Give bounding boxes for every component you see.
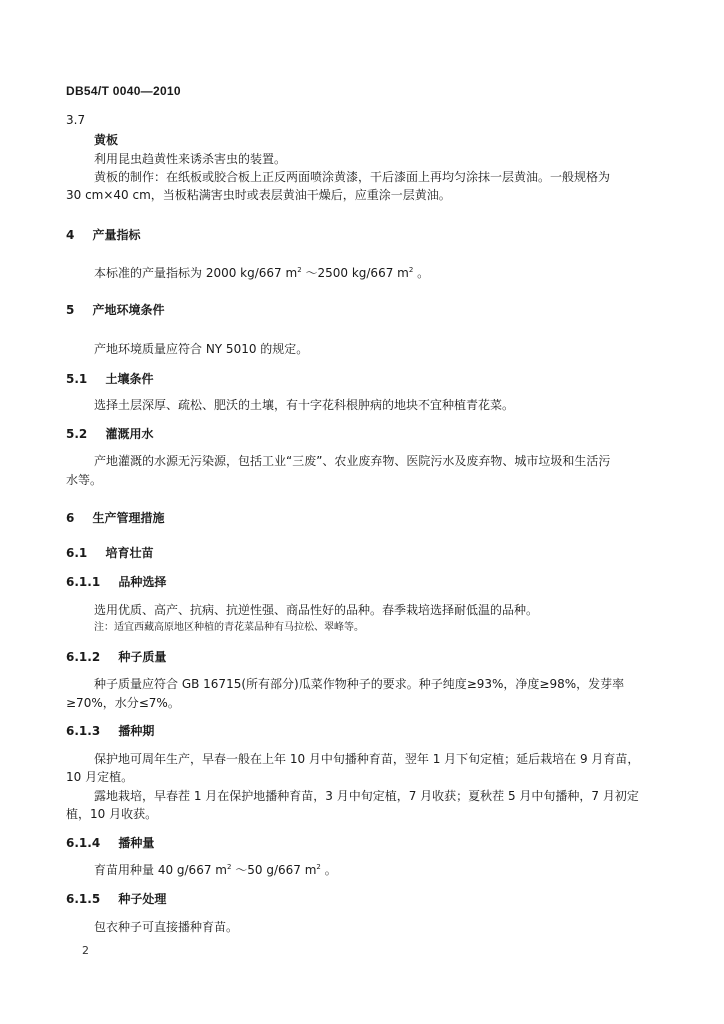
section-5-body: 产地环境质量应符合 NY 5010 的规定。: [94, 342, 309, 356]
section-6-number: 6: [66, 511, 75, 525]
section-6-1-2-number: 6.1.2: [66, 650, 101, 664]
section-5-1-number: 5.1: [66, 372, 88, 386]
section-6-1-3-title: 播种期: [118, 724, 155, 738]
section-6-heading: [66, 511, 165, 525]
section-4-number: 4: [66, 228, 75, 242]
section-6-1-1-number: 6.1.1: [66, 575, 101, 589]
section-6-1-number: 6.1: [66, 546, 88, 560]
section-4-body-part2: ～2500 kg/667 m: [301, 266, 409, 280]
section-5-2-heading: [66, 427, 153, 441]
section-5-1-title: 土壤条件: [105, 372, 154, 386]
section-6-1-4-number: 6.1.4: [66, 836, 101, 850]
section-6-1-3-para1-line1: 保护地可周年生产，早春一般在上年 10 月中旬播种育苗，翌年 1 月下旬定植；延后栽培在 9 月育苗，: [94, 752, 640, 766]
section-6-1-1-title: 品种选择: [118, 575, 167, 589]
section-6-1-4-body: [94, 863, 337, 877]
page-number: 2: [82, 944, 89, 957]
section-6-1-4-body-part1: 育苗用种量 40 g/667 m: [94, 863, 227, 877]
section-6-1-3-number: 6.1.3: [66, 724, 101, 738]
section-6-1-1-note: 注：适宜西藏高原地区种植的青花菜品种有马拉松、翠峰等。: [94, 622, 364, 633]
section-6-1-2-line1: 种子质量应符合 GB 16715(所有部分)瓜菜作物种子的要求。种子纯度≥93%，净度≥98%，发芽率: [94, 677, 625, 691]
section-5-2-title: 灌溉用水: [105, 427, 154, 441]
section-4-body-part3: 。: [413, 266, 430, 280]
section-6-1-4-title: 播种量: [118, 836, 155, 850]
section-6-1-5-number: 6.1.5: [66, 892, 101, 906]
section-6-1-4-body-part3: 。: [320, 863, 337, 877]
section-6-1-1-body: 选用优质、高产、抗病、抗逆性强、商品性好的品种。春季栽培选择耐低温的品种。: [94, 603, 539, 617]
section-6-1-2-title: 种子质量: [118, 650, 167, 664]
section-6-1-title: 培育壮苗: [105, 546, 154, 560]
section-6-1-4-superscript-2: 2: [316, 863, 321, 871]
section-4-superscript-2: 2: [408, 266, 414, 274]
section-6-1-5-body: 包衣种子可直接播种育苗。: [94, 920, 239, 934]
section-5-1-heading: [66, 372, 153, 386]
section-5-2-number: 5.2: [66, 427, 88, 441]
section-3-7-number: 3.7: [66, 113, 86, 127]
section-5-heading: [66, 303, 165, 317]
section-6-title: 生产管理措施: [92, 511, 165, 525]
section-4-heading: [66, 228, 141, 242]
section-6-1-3-para2-line2: 植，10 月收获。: [66, 807, 158, 821]
section-6-1-5-title: 种子处理: [118, 892, 167, 906]
section-3-7-paragraph-line2: 30 cm×40 cm，当板粘满害虫时或表层黄油干燥后，应重涂一层黄油。: [66, 188, 451, 202]
section-3-7-definition: 利用昆虫趋黄性来诱杀害虫的装置。: [94, 152, 287, 166]
section-5-2-line1: 产地灌溉的水源无污染源，包括工业“三废”、农业废弃物、医院污水及废弃物、城市垃圾和生活污: [94, 454, 611, 468]
section-4-body: [94, 266, 429, 280]
section-6-1-4-heading: [66, 836, 154, 850]
section-3-7-term: 黄板: [94, 133, 119, 147]
section-4-superscript-1: 2: [297, 266, 302, 274]
section-3-7-paragraph-line1: 黄板的制作：在纸板或胶合板上正反两面喷涂黄漆，干后漆面上再均匀涂抹一层黄油。一般规格为: [94, 170, 611, 184]
section-6-1-3-heading: [66, 724, 154, 738]
section-5-1-body: 选择土层深厚、疏松、肥沃的土壤，有十字花科根肿病的地块不宜种植青花菜。: [94, 398, 515, 412]
section-5-title: 产地环境条件: [92, 303, 165, 317]
section-4-body-part1: 本标准的产量指标为 2000 kg/667 m: [94, 266, 298, 280]
section-6-1-4-body-part2: ～50 g/667 m: [231, 863, 317, 877]
section-6-1-3-para2-line1: 露地栽培，早春茬 1 月在保护地播种育苗，3 月中旬定植，7 月收获；夏秋茬 5 月中旬播种，7 月初定: [94, 789, 639, 803]
section-6-1-2-heading: [66, 650, 166, 664]
section-6-1-3-para1-line2: 10 月定植。: [66, 770, 134, 784]
section-5-2-line2: 水等。: [66, 473, 103, 487]
section-6-1-2-line2: ≥70%，水分≤7%。: [66, 696, 180, 710]
section-5-number: 5: [66, 303, 75, 317]
section-6-1-5-heading: [66, 892, 166, 906]
section-6-1-heading: [66, 546, 153, 560]
section-6-1-1-heading: [66, 575, 166, 589]
section-6-1-4-superscript-1: 2: [226, 863, 232, 871]
section-4-title: 产量指标: [92, 228, 141, 242]
document-code: DB54/T 0040—2010: [66, 84, 181, 98]
